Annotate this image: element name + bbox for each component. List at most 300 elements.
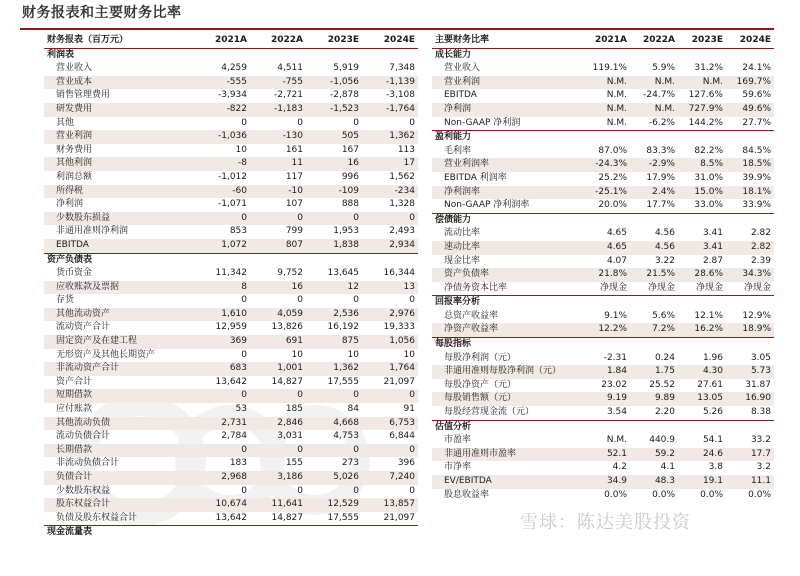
- row-value: 0: [194, 212, 250, 226]
- row-label: 非通用准则净利润: [56, 226, 129, 237]
- row-value: 10: [235, 144, 247, 155]
- row-value: 59.2: [630, 448, 678, 462]
- row-value: 16,192: [327, 322, 359, 333]
- row-value: 0.24: [654, 352, 675, 363]
- header-year: 2023E: [678, 34, 726, 48]
- row-label: 每股经营现金流（元）: [444, 407, 535, 418]
- row-value: 155: [285, 458, 303, 469]
- header-year: 2021A: [582, 34, 630, 48]
- row-label: 资产负债率: [432, 268, 582, 282]
- row-value: 0.0%: [700, 489, 723, 500]
- section-header: [432, 48, 774, 62]
- row-value: 16: [306, 157, 362, 171]
- row-value: 113: [397, 144, 415, 155]
- row-value: 82.2%: [694, 145, 723, 156]
- row-value: 1,072: [194, 239, 250, 253]
- row-value: 净现金: [743, 282, 771, 293]
- row-value: 0.0%: [652, 489, 675, 500]
- row-value: 0: [241, 485, 247, 496]
- row-label: 长期借款: [44, 444, 194, 458]
- section-label: 估值分析: [432, 420, 774, 434]
- row-value: 0.0%: [748, 489, 771, 500]
- row-value: -234: [362, 185, 418, 199]
- row-value: 16.2%: [678, 323, 726, 337]
- header-year: 2024E: [362, 34, 418, 48]
- row-value: 505: [306, 130, 362, 144]
- row-value: 1,362: [362, 130, 418, 144]
- row-value: 5.73: [726, 365, 774, 379]
- table-row: [432, 392, 774, 406]
- section-label: 偿债能力: [432, 213, 774, 227]
- row-label: 非流动资产合计: [44, 362, 194, 376]
- row-value: 12,959: [215, 322, 247, 333]
- table-row: [432, 434, 774, 448]
- row-value: 34.9: [582, 475, 630, 489]
- row-value: -1,183: [250, 103, 306, 117]
- row-value: N.M.: [606, 90, 627, 101]
- row-label: 固定资产及在建工程: [44, 335, 194, 349]
- table-row: [44, 403, 418, 417]
- row-label: 利润总额: [56, 171, 93, 182]
- row-label: EBITDA 利润率: [444, 172, 507, 183]
- row-value: 25.52: [649, 379, 675, 390]
- table-row: [44, 349, 418, 363]
- row-label: 其他利润: [44, 157, 194, 171]
- financial-statements-table: [44, 34, 418, 540]
- row-value: 4.65: [606, 228, 627, 239]
- row-value: -109: [306, 185, 362, 199]
- table-row: [432, 352, 774, 366]
- row-value: 13.05: [678, 392, 726, 406]
- row-value: 7,240: [362, 471, 418, 485]
- row-label: 其他流动负债: [44, 417, 194, 431]
- row-value: 11,641: [250, 498, 306, 512]
- table-row: [44, 294, 418, 308]
- row-label: 流动资产合计: [56, 322, 111, 333]
- table-row: [432, 255, 774, 269]
- row-value: 12.2%: [582, 323, 630, 337]
- row-label: 营业成本: [44, 76, 194, 90]
- row-value: 净现金: [695, 282, 723, 293]
- row-value: 2,934: [362, 239, 418, 253]
- row-value: 49.6%: [726, 103, 774, 117]
- table-row: [44, 471, 418, 485]
- row-value: 11.1: [726, 475, 774, 489]
- row-value: 0: [353, 295, 359, 306]
- section-header: [44, 253, 418, 267]
- section-header: [432, 338, 774, 352]
- table-row: [44, 212, 418, 226]
- row-value: -25.1%: [582, 186, 630, 200]
- row-value: 34.3%: [726, 268, 774, 282]
- table-header: [44, 34, 418, 48]
- row-value: -1,139: [362, 76, 418, 90]
- row-value: 0: [241, 295, 247, 306]
- row-value: 4,511: [277, 63, 303, 74]
- row-value: 0: [409, 117, 415, 128]
- financial-ratios-panel: [432, 34, 774, 502]
- row-value: 1,056: [362, 335, 418, 349]
- table-row: [44, 62, 418, 76]
- row-value: 1.84: [582, 365, 630, 379]
- row-label: Non-GAAP 净利润率: [444, 200, 530, 211]
- row-label: 营业利润率: [432, 158, 582, 172]
- row-value: 683: [194, 362, 250, 376]
- row-value: 396: [397, 458, 415, 469]
- row-value: 0: [409, 485, 415, 496]
- row-value: 27.61: [697, 379, 723, 390]
- row-value: -1,012: [217, 171, 247, 182]
- row-value: 0: [297, 295, 303, 306]
- table-row: [432, 227, 774, 241]
- row-value: 3.54: [606, 407, 627, 418]
- row-value: -3,108: [385, 90, 415, 101]
- row-value: 11: [250, 157, 306, 171]
- row-value: 16.90: [726, 392, 774, 406]
- table-header: [432, 34, 774, 48]
- row-value: 0: [250, 212, 306, 226]
- row-value: 2.82: [750, 228, 771, 239]
- row-value: 净现金: [599, 282, 627, 293]
- table-row: [432, 89, 774, 103]
- row-label: 应付账款: [56, 404, 93, 415]
- watermark-text: 雪球：陈达美股投资: [520, 512, 691, 533]
- row-value: 1,328: [389, 199, 415, 210]
- row-label: 速动比率: [432, 241, 582, 255]
- row-label: 每股销售额（元）: [432, 392, 582, 406]
- table-row: [44, 103, 418, 117]
- table-row: [432, 323, 774, 337]
- row-value: -60: [194, 185, 250, 199]
- row-value: 24.1%: [742, 63, 771, 74]
- row-value: 净现金: [647, 282, 675, 293]
- row-value: 17: [362, 157, 418, 171]
- row-value: 4.56: [630, 241, 678, 255]
- row-label: 营业收入: [444, 63, 481, 74]
- row-value: -2,878: [329, 90, 359, 101]
- header-year: 2021A: [194, 34, 250, 48]
- row-label: 资产合计: [56, 376, 93, 387]
- row-value: 3.41: [678, 241, 726, 255]
- row-value: 4,059: [250, 308, 306, 322]
- row-value: 1.96: [702, 352, 723, 363]
- table-row: [432, 310, 774, 324]
- row-value: 161: [285, 144, 303, 155]
- section-label: 资产负债表: [44, 253, 418, 267]
- row-value: 20.0%: [598, 200, 627, 211]
- row-label: 负债及股东权益合计: [56, 512, 138, 523]
- row-value: 25.2%: [598, 172, 627, 183]
- row-value: 3.2: [756, 462, 771, 473]
- row-value: 54.1: [702, 435, 723, 446]
- table-row: [44, 171, 418, 185]
- row-value: 17,555: [327, 376, 359, 387]
- table-row: [432, 62, 774, 76]
- row-value: -2.31: [603, 352, 627, 363]
- row-value: 440.9: [649, 435, 675, 446]
- row-label: 销售管理费用: [56, 90, 111, 101]
- row-value: 1,838: [306, 239, 362, 253]
- row-value: 5.9%: [652, 63, 675, 74]
- table-row: [432, 268, 774, 282]
- row-value: 4,753: [333, 431, 359, 442]
- row-value: 2.20: [654, 407, 675, 418]
- row-label: 每股净资产（元）: [444, 379, 517, 390]
- row-value: 13,857: [362, 498, 418, 512]
- row-value: 727.9%: [678, 103, 726, 117]
- row-value: 8.5%: [678, 158, 726, 172]
- row-value: 31.0%: [694, 172, 723, 183]
- row-value: 4.30: [678, 365, 726, 379]
- row-label: 非流动负债合计: [56, 458, 120, 469]
- table-row: [44, 185, 418, 199]
- table-row: [44, 430, 418, 444]
- row-value: 5.26: [702, 407, 723, 418]
- row-label: 市净率: [444, 462, 472, 473]
- row-label: 负债合计: [44, 471, 194, 485]
- section-label: 回报率分析: [432, 296, 774, 310]
- table-row: [432, 282, 774, 296]
- row-label: 流动负债合计: [56, 431, 111, 442]
- table-row: [432, 241, 774, 255]
- section-label: 利润表: [47, 49, 75, 60]
- row-value: 799: [285, 226, 303, 237]
- row-value: 91: [403, 404, 415, 415]
- row-label: 少数股东权益: [56, 485, 111, 496]
- title-divider: [20, 28, 774, 30]
- row-value: 9.1%: [604, 310, 627, 321]
- row-label: 总资产收益率: [444, 310, 499, 321]
- header-year: 2022A: [630, 34, 678, 48]
- row-value: 83.3%: [646, 145, 675, 156]
- table-row: [44, 417, 418, 431]
- row-value: 31.87: [745, 379, 771, 390]
- row-label: EV/EBITDA: [432, 475, 582, 489]
- row-value: 59.6%: [742, 90, 771, 101]
- row-value: 0: [362, 389, 418, 403]
- row-value: 6,844: [389, 431, 415, 442]
- row-value: 84.5%: [742, 145, 771, 156]
- row-value: 2.39: [750, 255, 771, 266]
- row-value: 4.1: [660, 462, 675, 473]
- row-label: 净债务资本比率: [444, 282, 508, 293]
- row-label: 非通用准则每股净利润（元）: [432, 365, 582, 379]
- row-value: 1,610: [194, 308, 250, 322]
- row-value: 2,784: [221, 431, 247, 442]
- row-value: 28.6%: [678, 268, 726, 282]
- table-row: [44, 239, 418, 253]
- row-value: 16,344: [383, 268, 415, 279]
- row-value: 12.9%: [742, 310, 771, 321]
- row-value: 19,333: [383, 322, 415, 333]
- table-row: [432, 489, 774, 503]
- row-value: 4,668: [306, 417, 362, 431]
- row-value: -1,764: [362, 103, 418, 117]
- row-value: 31.2%: [694, 63, 723, 74]
- row-value: 4,259: [221, 63, 247, 74]
- row-value: 3.8: [708, 462, 723, 473]
- row-value: 9.89: [630, 392, 678, 406]
- row-value: 117: [285, 171, 303, 182]
- row-value: 13: [362, 281, 418, 295]
- page-title: 财务报表和主要财务比率: [22, 5, 182, 21]
- row-value: 0: [250, 389, 306, 403]
- table-row: [432, 186, 774, 200]
- header-year: 2023E: [306, 34, 362, 48]
- table-row: [44, 89, 418, 103]
- row-label: 市盈率: [444, 435, 472, 446]
- row-value: 11,342: [215, 268, 247, 279]
- row-value: 14,827: [271, 376, 303, 387]
- row-value: 1,562: [389, 171, 415, 182]
- row-value: 17,555: [327, 512, 359, 523]
- row-value: -2,721: [273, 90, 303, 101]
- row-value: -24.7%: [643, 90, 675, 101]
- row-label: 营业利润: [432, 76, 582, 90]
- financial-ratios-table: [432, 34, 774, 502]
- table-row: [432, 117, 774, 131]
- table-row: [44, 225, 418, 239]
- table-row: [44, 335, 418, 349]
- table-row: [44, 281, 418, 295]
- row-value: -1,036: [194, 130, 250, 144]
- row-value: 19.1: [678, 475, 726, 489]
- table-row: [44, 485, 418, 499]
- row-value: -24.3%: [582, 158, 630, 172]
- table-row: [432, 461, 774, 475]
- row-label: 少数股东损益: [44, 212, 194, 226]
- row-value: 183: [229, 458, 247, 469]
- row-label: 净资产收益率: [432, 323, 582, 337]
- row-value: 18.5%: [726, 158, 774, 172]
- row-label: 非通用准则市盈率: [432, 448, 582, 462]
- row-value: 2,536: [306, 308, 362, 322]
- row-value: N.M.: [606, 117, 627, 128]
- row-value: 10,674: [194, 498, 250, 512]
- row-label: 每股净利润（元）: [444, 352, 517, 363]
- row-value: 169.7%: [726, 76, 774, 90]
- section-label: 每股指标: [432, 338, 774, 352]
- header-label: 财务报表（百万元）: [44, 34, 194, 48]
- row-value: 0: [250, 444, 306, 458]
- row-value: -1,056: [306, 76, 362, 90]
- row-value: 84: [347, 404, 359, 415]
- table-row: [432, 76, 774, 90]
- header-label: 主要财务比率: [432, 34, 582, 48]
- row-value: 1,362: [306, 362, 362, 376]
- row-value: 4.07: [606, 255, 627, 266]
- row-value: 18.9%: [726, 323, 774, 337]
- table-row: [44, 117, 418, 131]
- row-value: 7.2%: [630, 323, 678, 337]
- row-label: Non-GAAP 净利润: [444, 117, 521, 128]
- row-value: 4.56: [654, 228, 675, 239]
- row-value: 2,493: [389, 226, 415, 237]
- row-label: 毛利率: [444, 145, 472, 156]
- row-value: 2.82: [726, 241, 774, 255]
- row-value: 996: [341, 171, 359, 182]
- row-value: -6.2%: [648, 117, 675, 128]
- row-value: -555: [194, 76, 250, 90]
- section-label: 成长能力: [435, 49, 472, 60]
- row-value: 0: [297, 117, 303, 128]
- row-value: 119.1%: [592, 63, 627, 74]
- row-label: 股东权益合计: [44, 498, 194, 512]
- row-value: 23.02: [601, 379, 627, 390]
- row-value: 17.7: [726, 448, 774, 462]
- row-value: 0: [409, 295, 415, 306]
- row-value: 5.6%: [652, 310, 675, 321]
- row-value: 3,031: [277, 431, 303, 442]
- row-value: 27.7%: [742, 117, 771, 128]
- row-label: 财务费用: [56, 144, 93, 155]
- table-row: [432, 145, 774, 159]
- row-label: 营业利润: [44, 130, 194, 144]
- row-value: 13,645: [327, 268, 359, 279]
- row-value: 0: [353, 485, 359, 496]
- row-value: 53: [235, 404, 247, 415]
- table-row: [44, 376, 418, 390]
- row-value: 21,097: [383, 512, 415, 523]
- row-value: 0: [241, 349, 247, 360]
- row-value: 0: [306, 212, 362, 226]
- row-label: EBITDA: [44, 239, 194, 253]
- table-row: [44, 389, 418, 403]
- row-value: 6,753: [362, 417, 418, 431]
- table-row: [432, 103, 774, 117]
- row-value: 0: [306, 389, 362, 403]
- row-value: -822: [194, 103, 250, 117]
- row-value: 807: [250, 239, 306, 253]
- row-label: 净利润: [432, 103, 582, 117]
- row-value: 24.6: [678, 448, 726, 462]
- row-value: 0: [306, 444, 362, 458]
- row-value: 13,642: [215, 512, 247, 523]
- row-value: 13,642: [215, 376, 247, 387]
- row-value: -1,071: [217, 199, 247, 210]
- row-value: 0: [194, 389, 250, 403]
- row-label: 净利润: [56, 199, 84, 210]
- row-value: 13,826: [271, 322, 303, 333]
- table-row: [44, 157, 418, 171]
- table-row: [432, 406, 774, 420]
- row-value: 8: [194, 281, 250, 295]
- row-label: 其他流动资产: [44, 308, 194, 322]
- row-label: EBITDA: [444, 90, 477, 101]
- row-value: 10: [347, 349, 359, 360]
- section-header: [432, 131, 774, 145]
- table-row: [432, 158, 774, 172]
- row-value: 21.5%: [630, 268, 678, 282]
- row-value: N.M.: [582, 76, 630, 90]
- row-label: 流动比率: [444, 228, 481, 239]
- row-value: 853: [229, 226, 247, 237]
- section-header: [432, 213, 774, 227]
- row-value: 0: [241, 117, 247, 128]
- row-value: N.M.: [606, 435, 627, 446]
- section-header: [44, 48, 418, 62]
- row-value: 0: [194, 444, 250, 458]
- header-year: 2024E: [726, 34, 774, 48]
- row-value: 369: [194, 335, 250, 349]
- row-value: 4.2: [612, 462, 627, 473]
- row-value: 1.75: [630, 365, 678, 379]
- row-value: 0: [362, 444, 418, 458]
- table-row: [432, 475, 774, 489]
- row-value: 3.05: [750, 352, 771, 363]
- row-value: 875: [306, 335, 362, 349]
- row-value: -8: [194, 157, 250, 171]
